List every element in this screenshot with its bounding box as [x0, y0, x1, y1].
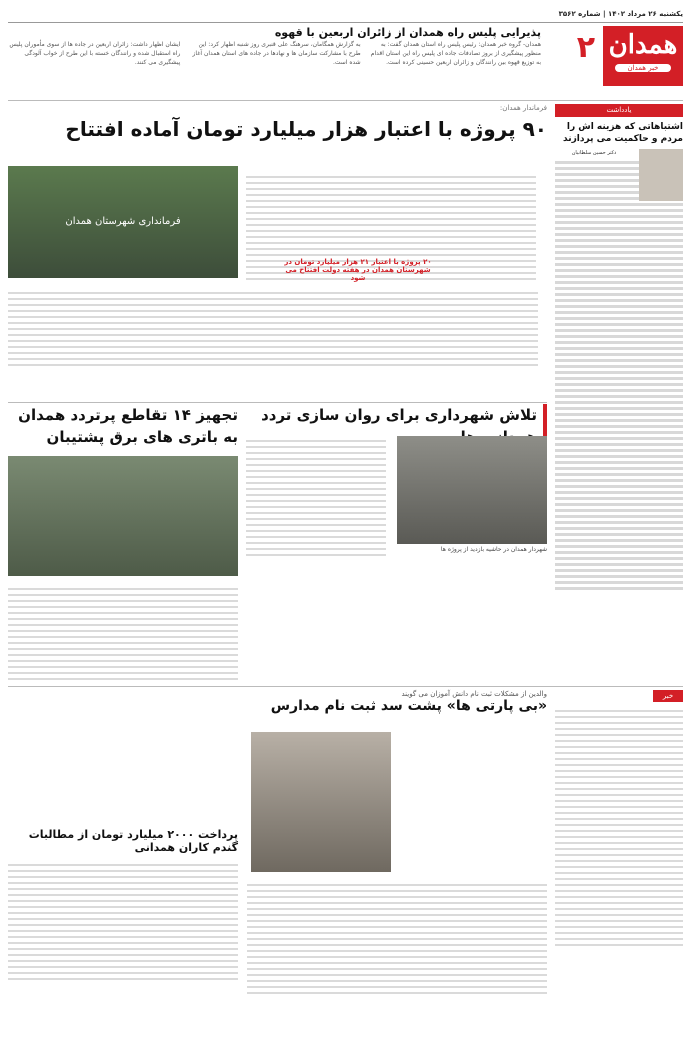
school-photo	[251, 732, 391, 872]
page-header	[8, 8, 683, 23]
mid-right-body	[246, 436, 386, 560]
top-news-title: پذیرایی پلیس راه همدان از زائران اربعین با قهوه	[274, 26, 541, 39]
top-news-col: ایشان اظهار داشت: زائران اربعین در جاده ها از سوی مأموران پلیس راه استقبال شده و رانندگان خسته با این طرح از خواب آلودگی پیشگیری می کنند.	[9, 41, 181, 66]
bottom-left-story	[8, 828, 238, 854]
author-name: دکتر حسین سلطانیان	[571, 150, 617, 156]
battery-photo	[8, 456, 238, 576]
divider	[8, 100, 683, 101]
mid-left-headline: تجهیز ۱۴ تقاطع پرتردد همدان به باتری های برق پشتیبان	[18, 406, 238, 446]
bottom-note-body	[555, 706, 683, 950]
top-news-col: به گزارش همگامان، سرهنگ علی قنبری روز شنبه اظهار کرد: این طرح با مشارکت سازمان ها و نهادها در جاده های استان همدان آغاز شده است.	[192, 41, 361, 66]
top-news-col: همدان- گروه خبر همدان: رئیس پلیس راه استان همدان گفت: به منظور پیشگیری از بروز تصادفات جاده ای پلیس راه این استان اقدام به توزیع قهوه بین رانندگان و زائران اربعین حسینی کرده است.	[370, 41, 541, 66]
opinion-title: اشتباهاتی که هزینه اش را مردم و حاکمیت می پردازند	[563, 122, 683, 144]
bottom-body	[247, 880, 547, 998]
mid-right-headline: تلاش شهرداری برای روان سازی تردد	[247, 404, 547, 448]
main-body-2	[8, 288, 538, 370]
main-kicker: فرماندار همدان:	[499, 104, 547, 112]
photo-caption: شهردار همدان در حاشیه بازدید از پروژه ها	[440, 546, 547, 553]
issue-date: یکشنبه ۲۶ مرداد ۱۴۰۲ | شماره ۳۵۶۲	[558, 10, 683, 18]
page-number: ۲	[576, 30, 595, 65]
photo-sign: فرمانداری شهرستان همدان	[65, 216, 181, 227]
mid-left-body	[8, 584, 238, 684]
bottom-note-tag: خبر	[653, 690, 683, 702]
main-highlight: ۲۰ پروژه با اعتبار ۲۱ هزار میلیارد تومان در شهرستان همدان در هفته دولت افتتاح می شود	[284, 258, 432, 282]
author-photo	[639, 149, 683, 201]
bottom-headline: «بی پارتی ها» پشت سد ثبت نام مدارس	[270, 698, 547, 714]
logo-subtitle: خبر همدان	[615, 64, 671, 72]
bottom-story	[247, 690, 547, 714]
newspaper-logo	[603, 26, 683, 86]
logo-text: همدان	[608, 30, 678, 60]
bottom-left-body	[8, 860, 238, 984]
top-news	[8, 28, 541, 98]
main-headline: ۹۰ پروژه با اعتبار هزار میلیارد تومان آماده افتتاح	[65, 117, 547, 141]
municipality-photo	[397, 436, 547, 544]
main-story	[8, 104, 547, 146]
mid-left-story	[8, 404, 238, 448]
main-photo	[8, 166, 238, 278]
opinion-body	[555, 161, 683, 590]
divider	[8, 686, 683, 687]
bottom-left-headline: پرداخت ۲۰۰۰ میلیارد تومان از مطالبات گندم کاران همدانی	[28, 828, 238, 854]
bottom-kicker: والدین از مشکلات ثبت نام دانش آموزان می گویند	[401, 690, 547, 698]
divider	[8, 402, 547, 403]
opinion-tag: یادداشت	[555, 104, 683, 117]
